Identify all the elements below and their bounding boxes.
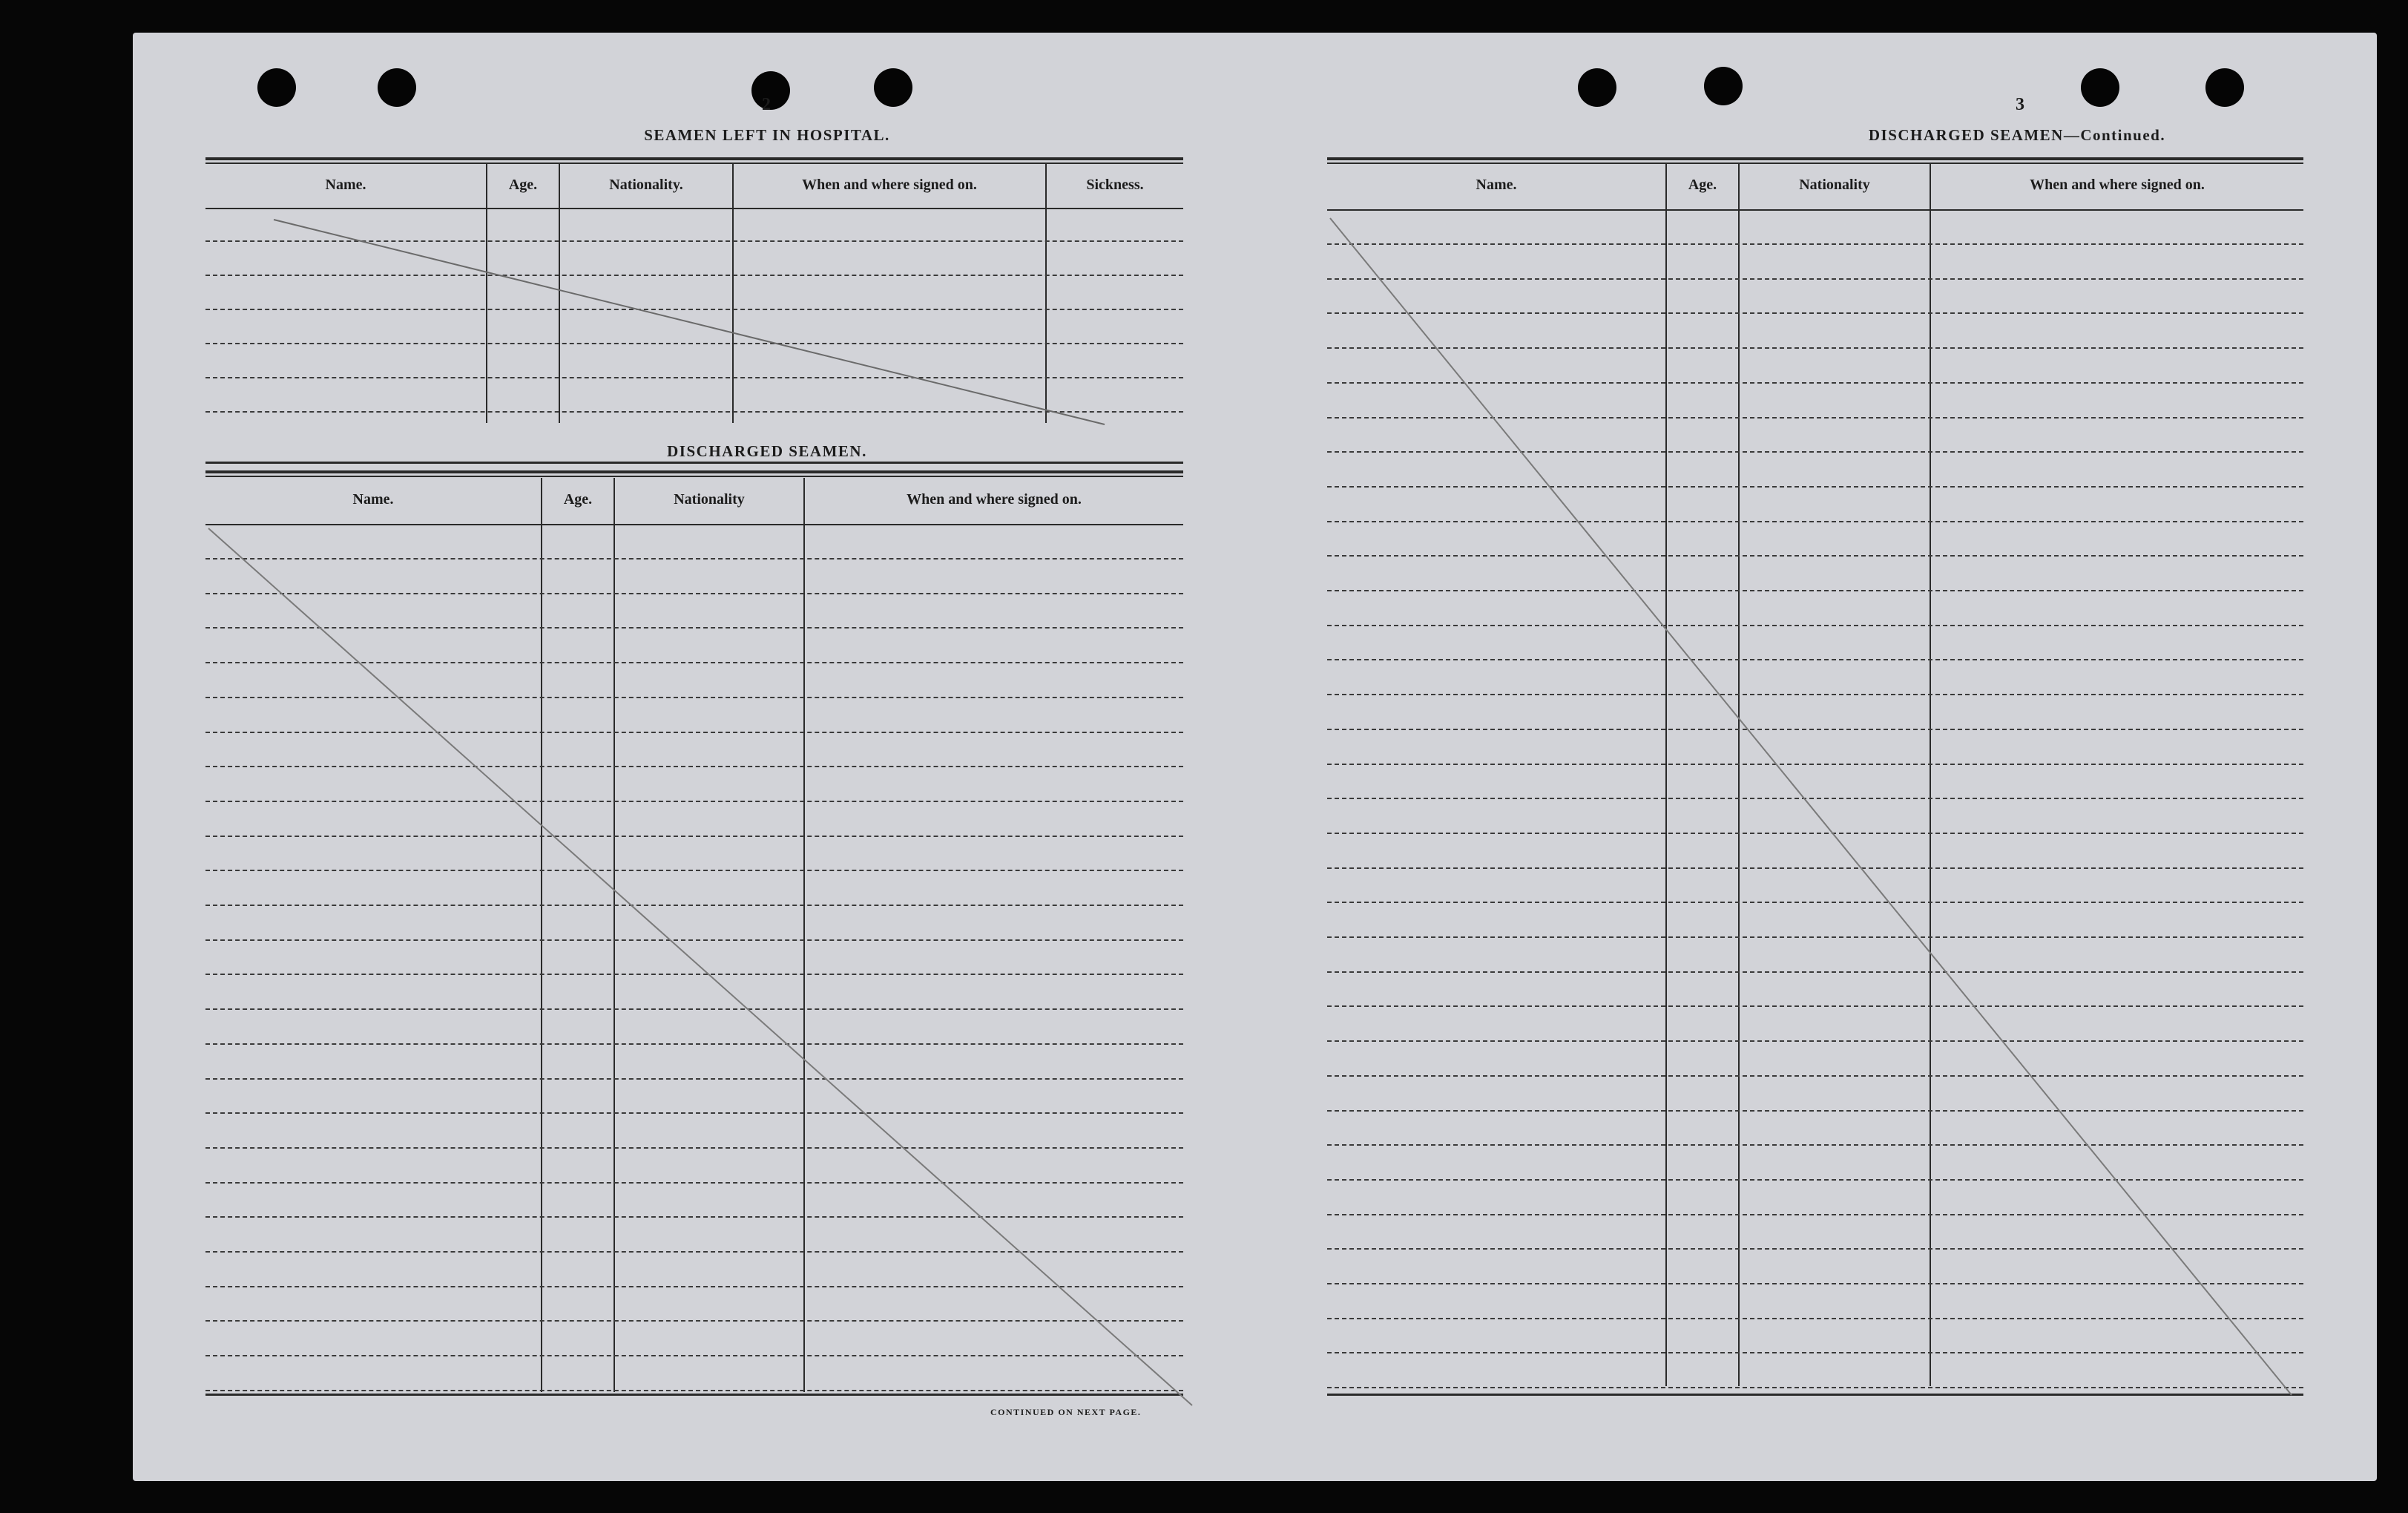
table-row xyxy=(1327,1144,2303,1146)
table-row xyxy=(1327,902,2303,903)
column-header-name: Name. xyxy=(325,177,366,193)
left-page xyxy=(133,33,1260,1481)
table-row xyxy=(205,1216,1183,1218)
table-row xyxy=(205,801,1183,802)
table-row xyxy=(205,558,1183,559)
column-header-sickness: Sickness. xyxy=(1086,177,1144,193)
table-row xyxy=(1327,867,2303,869)
discharged-continued-title: DISCHARGED SEAMEN—Continued. xyxy=(1868,126,2166,144)
table-row xyxy=(205,1112,1183,1114)
column-header-nationality: Nationality. xyxy=(609,177,683,193)
table-row xyxy=(1327,729,2303,730)
table-row xyxy=(1327,694,2303,695)
column-header-nationality: Nationality xyxy=(1799,177,1870,193)
table-row xyxy=(1327,1075,2303,1077)
table-row xyxy=(205,240,1183,242)
table-row xyxy=(205,766,1183,767)
table-row xyxy=(1327,590,2303,591)
table-row xyxy=(205,1147,1183,1149)
table-row xyxy=(205,939,1183,941)
table-row xyxy=(1327,625,2303,626)
table-row xyxy=(205,627,1183,628)
table-row xyxy=(1327,1179,2303,1181)
column-header-signed-on: When and where signed on. xyxy=(802,177,977,193)
column-header-nationality: Nationality xyxy=(674,491,745,508)
continued-note: CONTINUED ON NEXT PAGE. xyxy=(990,1407,1142,1417)
table-row xyxy=(205,593,1183,594)
table-row xyxy=(205,974,1183,975)
table-row xyxy=(1327,971,2303,973)
table-row xyxy=(205,1008,1183,1010)
table-row xyxy=(205,377,1183,378)
table-row xyxy=(205,870,1183,871)
table-row xyxy=(1327,1352,2303,1353)
table-row xyxy=(1327,1248,2303,1250)
table-row xyxy=(1327,555,2303,557)
page-number: 3 xyxy=(2016,95,2024,114)
table-row xyxy=(1327,382,2303,384)
table-row xyxy=(1327,798,2303,799)
table-row xyxy=(205,1355,1183,1356)
table-row xyxy=(1327,1387,2303,1388)
table-row xyxy=(1327,451,2303,453)
table-row xyxy=(205,343,1183,344)
page-number: 2 xyxy=(762,95,771,114)
table-row xyxy=(1327,659,2303,660)
table-row xyxy=(1327,312,2303,314)
hospital-section-title: SEAMEN LEFT IN HOSPITAL. xyxy=(644,126,890,144)
table-row xyxy=(205,309,1183,310)
table-row xyxy=(1327,1318,2303,1319)
table-row xyxy=(1327,833,2303,834)
table-row xyxy=(1327,1214,2303,1215)
table-row xyxy=(205,697,1183,698)
table-row xyxy=(205,905,1183,906)
table-row xyxy=(205,1251,1183,1253)
table-row xyxy=(205,1043,1183,1045)
column-header-signed-on: When and where signed on. xyxy=(2030,177,2205,193)
table-row xyxy=(1327,417,2303,419)
table-row xyxy=(205,1286,1183,1287)
discharged-section-title: DISCHARGED SEAMEN. xyxy=(667,442,867,460)
table-row xyxy=(1327,243,2303,245)
table-row xyxy=(1327,1110,2303,1112)
right-page xyxy=(1260,33,2377,1481)
table-row xyxy=(205,275,1183,276)
column-header-signed-on: When and where signed on. xyxy=(907,491,1082,508)
table-row xyxy=(205,836,1183,837)
discharged-table xyxy=(205,470,1183,1395)
table-row xyxy=(1327,1005,2303,1007)
table-row xyxy=(1327,936,2303,938)
table-row xyxy=(1327,1040,2303,1042)
table-row xyxy=(205,732,1183,733)
hospital-table xyxy=(205,157,1183,462)
table-row xyxy=(1327,347,2303,349)
column-header-age: Age. xyxy=(508,177,538,193)
table-row xyxy=(205,1078,1183,1080)
column-header-age: Age. xyxy=(1688,177,1717,193)
table-row xyxy=(1327,764,2303,765)
table-row xyxy=(205,1182,1183,1184)
table-row xyxy=(205,1390,1183,1391)
table-row xyxy=(205,1320,1183,1322)
record-sheet xyxy=(133,33,2377,1481)
table-row xyxy=(205,662,1183,663)
table-row xyxy=(1327,486,2303,488)
table-row xyxy=(1327,521,2303,522)
column-header-name: Name. xyxy=(1476,177,1517,193)
column-header-name: Name. xyxy=(352,491,394,508)
discharged-continued-table xyxy=(1327,157,2303,1395)
table-row xyxy=(1327,278,2303,280)
table-row xyxy=(1327,1283,2303,1284)
column-header-age: Age. xyxy=(563,491,593,508)
table-row xyxy=(205,411,1183,413)
